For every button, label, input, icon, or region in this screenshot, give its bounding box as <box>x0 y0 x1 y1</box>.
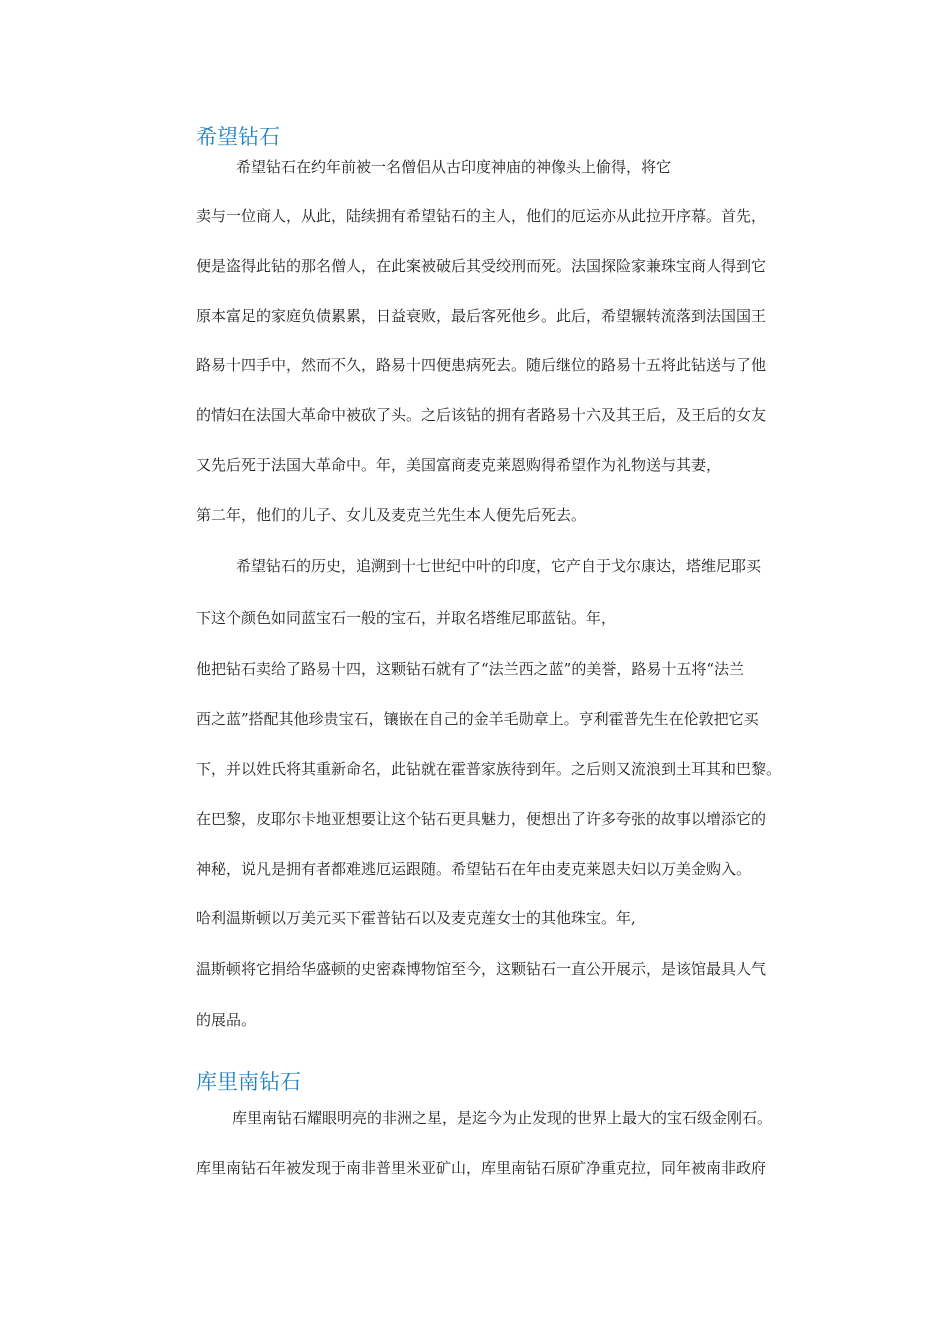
paragraph-line: 他把钻石卖给了路易十四，这颗钻石就有了“法兰西之蓝”的美誉，路易十五将“法兰 <box>196 660 745 678</box>
paragraph-line: 下这个颜色如同蓝宝石一般的宝石，并取名塔维尼耶蓝钻。年， <box>196 609 617 627</box>
paragraph-line: 的展品。 <box>196 1011 257 1029</box>
paragraph-line: 原本富足的家庭负债累累，日益衰败，最后客死他乡。此后，希望辗转流落到法国国王 <box>196 307 767 325</box>
paragraph-line: 温斯顿将它捐给华盛顿的史密森博物馆至今，这颗钻石一直公开展示，是该馆最具人气 <box>196 960 767 978</box>
section-heading-cullinan-diamond: 库里南钻石 <box>196 1070 301 1095</box>
paragraph-line: 西之蓝”搭配其他珍贵宝石，镶嵌在自己的金羊毛勋章上。亨利霍普先生在伦敦把它买 <box>196 710 759 728</box>
section-heading-hope-diamond: 希望钻石 <box>196 125 280 150</box>
paragraph-line: 希望钻石的历史，追溯到十七世纪中叶的印度，它产自于戈尔康达，塔维尼耶买 <box>236 557 762 575</box>
paragraph-line: 库里南钻石耀眼明亮的非洲之星，是迄今为止发现的世界上最大的宝石级金刚石。 <box>232 1109 773 1127</box>
paragraph-line: 希望钻石在约年前被一名僧侣从古印度神庙的神像头上偷得，将它 <box>236 158 672 176</box>
paragraph-line: 第二年，他们的儿子、女儿及麦克兰先生本人便先后死去。 <box>196 506 587 524</box>
paragraph-line: 下，并以姓氏将其重新命名，此钻就在霍普家族待到年。之后则又流浪到土耳其和巴黎。 <box>196 760 782 778</box>
paragraph-line: 哈利温斯顿以万美元买下霍普钻石以及麦克莲女士的其他珠宝。年, <box>196 909 636 927</box>
paragraph-line: 的情妇在法国大革命中被砍了头。之后该钻的拥有者路易十六及其王后，及王后的女友 <box>196 406 767 424</box>
paragraph-line: 又先后死于法国大革命中。年，美国富商麦克莱恩购得希望作为礼物送与其妻， <box>196 456 722 474</box>
paragraph-line: 卖与一位商人，从此，陆续拥有希望钻石的主人，他们的厄运亦从此拉开序幕。首先， <box>196 207 767 225</box>
paragraph-line: 在巴黎，皮耶尔卡地亚想要让这个钻石更具魅力，便想出了许多夸张的故事以增添它的 <box>196 810 767 828</box>
paragraph-line: 便是盗得此钻的那名僧人，在此案被破后其受绞刑而死。法国探险家兼珠宝商人得到它 <box>196 257 767 275</box>
paragraph-line: 路易十四手中，然而不久，路易十四便患病死去。随后继位的路易十五将此钻送与了他 <box>196 356 767 374</box>
paragraph-line: 库里南钻石年被发现于南非普里米亚矿山，库里南钻石原矿净重克拉，同年被南非政府 <box>196 1159 767 1177</box>
paragraph-line: 神秘，说凡是拥有者都难逃厄运跟随。希望钻石在年由麦克莱恩夫妇以万美金购入。 <box>196 860 752 878</box>
